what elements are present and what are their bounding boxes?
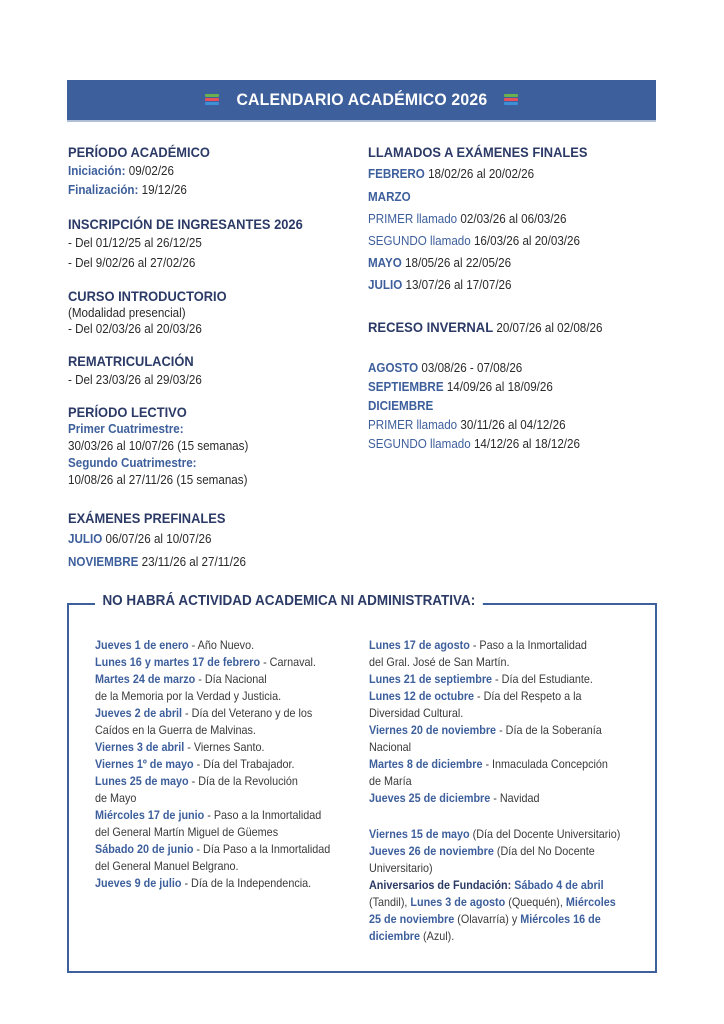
periodo-fin: Finalización: 19/12/26	[68, 183, 187, 197]
feriado-line: Martes 8 de diciembre - Inmaculada Concepción	[369, 757, 608, 771]
prefinales-julio: JULIO 06/07/26 al 10/07/26	[68, 532, 212, 546]
flag-icon	[205, 94, 219, 106]
feriado-line: Martes 24 de marzo - Día Nacional	[95, 672, 267, 686]
receso-invernal: RECESO INVERNAL 20/07/26 al 02/08/26	[368, 319, 603, 335]
curso-line: - Del 02/03/26 al 20/03/26	[68, 322, 202, 336]
feriado-line: Viernes 20 de noviembre - Día de la Soberanía	[369, 723, 602, 737]
llamado-diciembre-2: SEGUNDO llamado 14/12/26 al 18/12/26	[368, 437, 580, 451]
feriado-line: Jueves 25 de diciembre - Navidad	[369, 791, 540, 805]
curso-title: CURSO INTRODUCTORIO	[68, 288, 227, 304]
feriado-line: Jueves 1 de enero - Año Nuevo.	[95, 638, 255, 652]
llamado-julio: JULIO 13/07/26 al 17/07/26	[368, 278, 512, 292]
prefinales-noviembre: NOVIEMBRE 23/11/26 al 27/11/26	[68, 555, 246, 569]
feriado-line: Miércoles 17 de junio - Paso a la Inmortalidad	[95, 808, 322, 822]
feriado-line: Nacional	[369, 740, 412, 754]
feriado-line: del General Manuel Belgrano.	[95, 859, 239, 873]
feriado-line: del General Martín Miguel de Güemes	[95, 825, 279, 839]
feriado-line: Viernes 1º de mayo - Día del Trabajador.	[95, 757, 295, 771]
feriado-line: Lunes 25 de mayo - Día de la Revolución	[95, 774, 298, 788]
feriado-line: de la Memoria por la Verdad y Justicia.	[95, 689, 282, 703]
title-banner	[67, 80, 656, 122]
llamado-diciembre-label: DICIEMBRE	[368, 399, 434, 413]
lectivo-c2-value: 10/08/26 al 27/11/26 (15 semanas)	[68, 473, 248, 487]
llamado-marzo-label: MARZO	[368, 190, 411, 204]
feriado-line: Diversidad Cultural.	[369, 706, 464, 720]
feriado-line: Jueves 26 de noviembre (Día del No Docente	[369, 844, 595, 858]
feriado-line: Lunes 21 de septiembre - Día del Estudiante.	[369, 672, 593, 686]
prefinales-title: EXÁMENES PREFINALES	[68, 510, 226, 526]
feriado-line: del Gral. José de San Martín.	[369, 655, 510, 669]
llamado-febrero: FEBRERO 18/02/26 al 20/02/26	[368, 167, 535, 181]
periodo-inicio: Iniciación: 09/02/26	[68, 164, 175, 178]
feriado-line: Jueves 2 de abril - Día del Veterano y de los	[95, 706, 313, 720]
lectivo-c1-label: Primer Cuatrimestre:	[68, 422, 184, 436]
llamado-mayo: MAYO 18/05/26 al 22/05/26	[368, 256, 512, 270]
llamados-title: LLAMADOS A EXÁMENES FINALES	[368, 144, 588, 160]
feriado-line: de María	[369, 774, 412, 788]
aniversarios-line: 25 de noviembre (Olavarría) y Miércoles 16 de	[369, 912, 601, 926]
feriado-line: Caídos en la Guerra de Malvinas.	[95, 723, 256, 737]
aniversarios-line: (Tandil), Lunes 3 de agosto (Quequén), Miércoles	[369, 895, 616, 909]
curso-line: (Modalidad presencial)	[68, 306, 186, 320]
inscripcion-title: INSCRIPCIÓN DE INGRESANTES 2026	[68, 216, 303, 232]
feriado-line: de Mayo	[95, 791, 137, 805]
aniversarios-line: Aniversarios de Fundación: Sábado 4 de abril	[369, 878, 604, 892]
llamado-agosto: AGOSTO 03/08/26 - 07/08/26	[368, 361, 523, 375]
lectivo-c1-value: 30/03/26 al 10/07/26 (15 semanas)	[68, 439, 249, 453]
llamado-septiembre: SEPTIEMBRE 14/09/26 al 18/09/26	[368, 380, 553, 394]
inscripcion-line: - Del 9/02/26 al 27/02/26	[68, 256, 196, 270]
page-title: CALENDARIO ACADÉMICO 2026	[236, 90, 487, 109]
lectivo-c2-label: Segundo Cuatrimestre:	[68, 456, 197, 470]
feriado-line: Viernes 15 de mayo (Día del Docente Universitario)	[369, 827, 621, 841]
feriado-line: Lunes 16 y martes 17 de febrero - Carnaval.	[95, 655, 316, 669]
feriado-line: Lunes 12 de octubre - Día del Respeto a la	[369, 689, 582, 703]
feriado-line: Lunes 17 de agosto - Paso a la Inmortalidad	[369, 638, 587, 652]
llamado-diciembre-1: PRIMER llamado 30/11/26 al 04/12/26	[368, 418, 566, 432]
rematriculacion-line: - Del 23/03/26 al 29/03/26	[68, 373, 202, 387]
periodo-title: PERÍODO ACADÉMICO	[68, 144, 210, 160]
flag-icon	[504, 94, 518, 106]
rematriculacion-title: REMATRICULACIÓN	[68, 353, 194, 369]
llamado-marzo-1: PRIMER llamado 02/03/26 al 06/03/26	[368, 212, 567, 226]
feriado-line: Jueves 9 de julio - Día de la Independencia.	[95, 876, 312, 890]
aniversarios-line: diciembre (Azul).	[369, 929, 455, 943]
llamado-marzo-2: SEGUNDO llamado 16/03/26 al 20/03/26	[368, 234, 580, 248]
inscripcion-line: - Del 01/12/25 al 26/12/25	[68, 236, 202, 250]
feriados-title: NO HABRÁ ACTIVIDAD ACADEMICA NI ADMINISTRATIVA:	[95, 593, 483, 609]
feriado-line: Viernes 3 de abril - Viernes Santo.	[95, 740, 265, 754]
feriado-line: Sábado 20 de junio - Día Paso a la Inmortalidad	[95, 842, 331, 856]
lectivo-title: PERÍODO LECTIVO	[68, 404, 187, 420]
feriado-line: Universitario)	[369, 861, 433, 875]
